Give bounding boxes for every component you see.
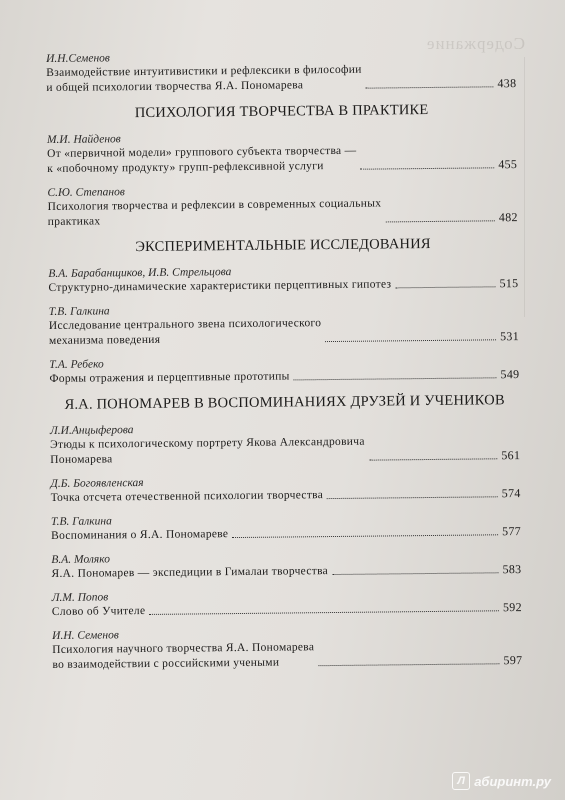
section-heading: Я.А. ПОНОМАРЕВ В ВОСПОМИНАНИЯХ ДРУЗЕЙ И УЧЕНИКОВ bbox=[64, 392, 505, 413]
toc-section-experimental bbox=[48, 234, 520, 387]
entry-title: Формы отражения и перцептивные прототипы bbox=[49, 370, 290, 385]
entry-author: И.Н. Семенов bbox=[52, 629, 119, 642]
toc-entry[interactable] bbox=[50, 419, 520, 468]
entry-author: Т.В. Галкина bbox=[48, 305, 110, 318]
toc-entry[interactable] bbox=[47, 181, 517, 230]
toc-entry[interactable] bbox=[51, 548, 521, 582]
leader-dots bbox=[232, 534, 498, 538]
toc-entry[interactable] bbox=[47, 128, 517, 177]
entry-title: Взаимодействие интуитивистики и рефлексики в философии и общей психологии творчества Я.А. Пономарева bbox=[46, 63, 362, 94]
entry-page: 531 bbox=[500, 329, 520, 344]
entry-title: Воспоминания о Я.А. Пономареве bbox=[51, 528, 229, 542]
leader-dots bbox=[332, 572, 499, 575]
entry-page: 482 bbox=[498, 210, 518, 225]
entry-page: 561 bbox=[501, 448, 521, 463]
leader-dots bbox=[385, 220, 494, 222]
entry-title: Психология научного творчества Я.А. Пономарева во взаимодействии с российскими учеными bbox=[52, 641, 315, 671]
entry-page: 455 bbox=[498, 157, 518, 172]
toc-entry[interactable] bbox=[49, 353, 519, 387]
leader-dots bbox=[361, 167, 495, 169]
entry-author: В.А. Барабанщиков, И.В. Стрельцова bbox=[48, 266, 232, 280]
leader-dots bbox=[149, 610, 499, 615]
entry-title: Я.А. Пономарев — экспедиции в Гималаи творчества bbox=[51, 565, 329, 580]
table-of-contents bbox=[46, 47, 523, 682]
toc-entry[interactable] bbox=[48, 262, 518, 296]
entry-author: Л.М. Попов bbox=[51, 591, 109, 604]
toc-section-continued bbox=[46, 47, 516, 96]
entry-title: Исследование центрального звена психологического механизма поведения bbox=[48, 317, 322, 347]
watermark-logo bbox=[452, 772, 551, 790]
section-heading: ПСИХОЛОГИЯ ТВОРЧЕСТВА В ПРАКТИКЕ bbox=[134, 101, 429, 122]
leader-dots bbox=[294, 377, 497, 380]
entry-title: Структурно-динамические характеристики перцептивных гипотез bbox=[48, 278, 392, 294]
toc-entry[interactable] bbox=[49, 300, 519, 349]
toc-entry[interactable] bbox=[50, 472, 520, 506]
entry-page: 574 bbox=[501, 486, 521, 501]
labirint-logo-icon: Л bbox=[452, 772, 470, 790]
toc-section-memoirs bbox=[50, 391, 523, 673]
leader-dots bbox=[369, 458, 497, 460]
toc-entry[interactable] bbox=[52, 624, 522, 673]
toc-section-practice bbox=[47, 100, 518, 230]
entry-author: В.А. Моляко bbox=[51, 553, 110, 566]
section-heading: ЭКСПЕРИМЕНТАЛЬНЫЕ ИССЛЕДОВАНИЯ bbox=[135, 235, 431, 256]
entry-page: 549 bbox=[500, 367, 520, 382]
entry-page: 438 bbox=[497, 76, 517, 91]
entry-page: 515 bbox=[499, 276, 519, 291]
entry-page: 577 bbox=[502, 524, 522, 539]
entry-title: От «первичной модели» группового субъекта творчества — к «побочному продукту» групп-рефлексивной услуги bbox=[47, 144, 357, 175]
entry-author: Т.В. Галкина bbox=[50, 515, 112, 528]
entry-author: Л.И.Анцыферова bbox=[49, 424, 134, 437]
toc-entry[interactable] bbox=[51, 510, 521, 544]
leader-dots bbox=[327, 496, 498, 499]
entry-title: Слово об Учителе bbox=[51, 604, 146, 618]
leader-dots bbox=[366, 86, 494, 88]
entry-title: Точка отсчета отечественной психологии творчества bbox=[50, 489, 324, 504]
entry-page: 583 bbox=[502, 562, 522, 577]
entry-title: Психология творчества и рефлексии в современных социальных практиках bbox=[47, 197, 382, 228]
entry-author: С.Ю. Степанов bbox=[47, 186, 125, 199]
entry-author: И.Н.Семенов bbox=[46, 52, 110, 65]
toc-entry[interactable] bbox=[52, 586, 522, 620]
entry-author: Д.Б. Богоявленская bbox=[50, 477, 144, 490]
entry-author: Т.А. Ребеко bbox=[49, 358, 104, 371]
leader-dots bbox=[318, 663, 499, 666]
entry-author: М.И. Найденов bbox=[46, 133, 121, 146]
watermark-text: абиринт.ру bbox=[474, 773, 551, 789]
leader-dots bbox=[395, 286, 495, 288]
show-through-text: Содержание bbox=[335, 36, 525, 317]
leader-dots bbox=[325, 339, 496, 342]
entry-page: 592 bbox=[502, 600, 522, 615]
toc-entry[interactable] bbox=[46, 47, 516, 96]
entry-page: 597 bbox=[503, 653, 523, 668]
entry-title: Этюды к психологическому портрету Якова Александровича Пономарева bbox=[50, 435, 365, 466]
